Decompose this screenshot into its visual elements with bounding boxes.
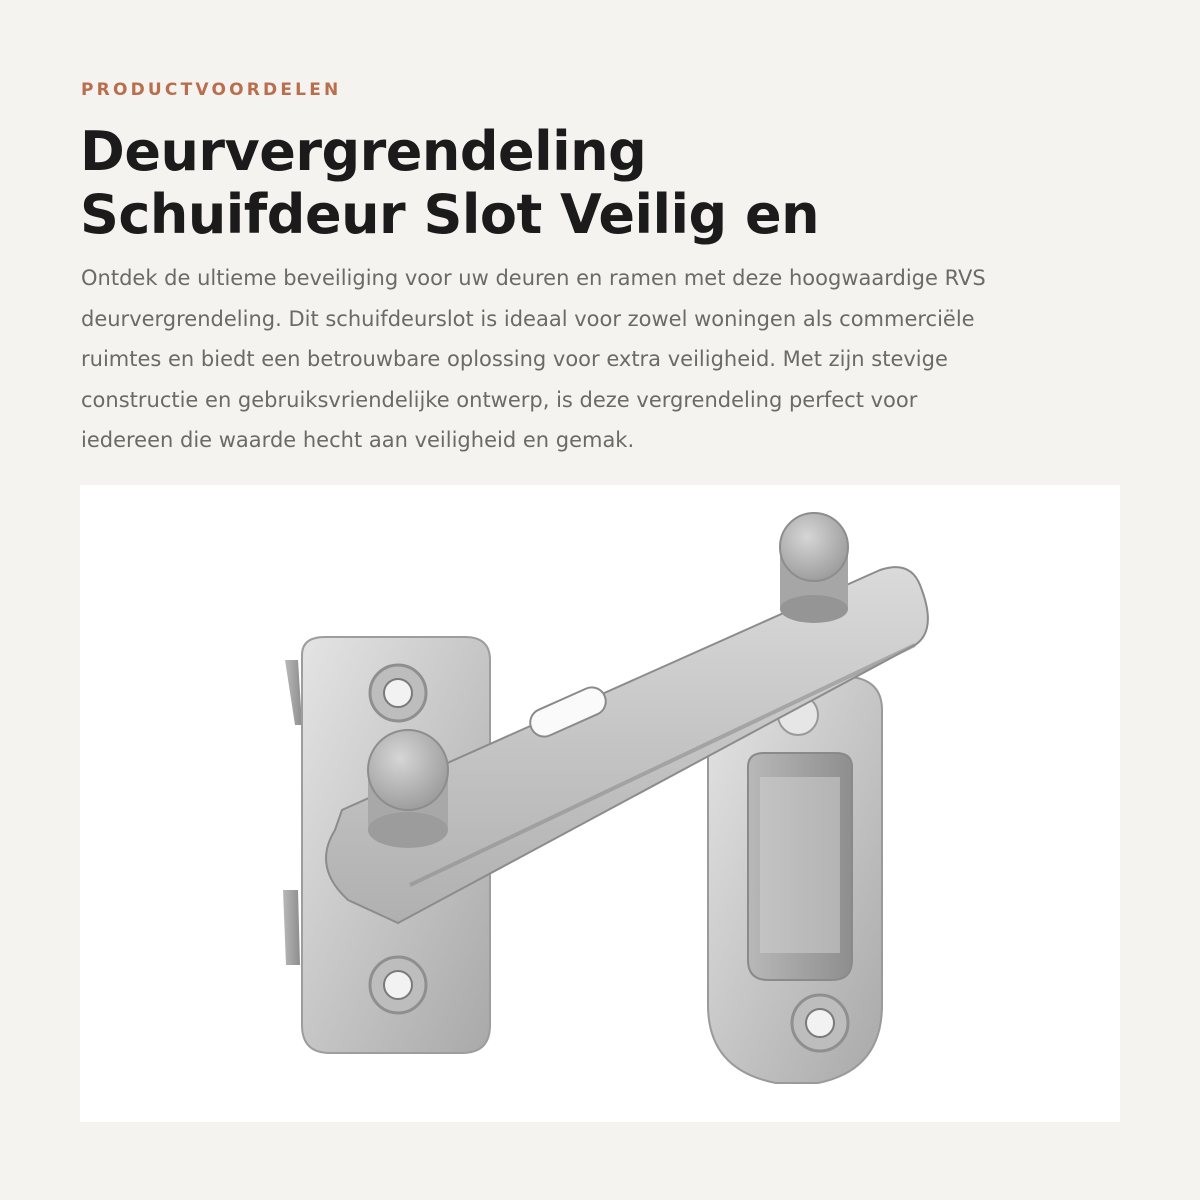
description-line-1: Ontdek de ultieme beveiliging voor uw deuren en ramen met deze hoogwaardige RVS [81, 266, 986, 290]
pivot-knob [368, 730, 448, 848]
description-line-2: deurvergrendeling. Dit schuifdeurslot is ideaal voor zowel woningen als commerciële [81, 306, 975, 331]
title-line-2: Schuifdeur Slot Veilig en [80, 183, 820, 246]
description-line-3: ruimtes en biedt een betrouwbare oplossing voor extra veiligheid. Met zijn stevige [81, 347, 948, 371]
page-title [80, 120, 1120, 246]
product-description [81, 258, 1121, 461]
handle-knob [780, 513, 848, 623]
door-latch-icon [80, 485, 1120, 1122]
title-line-1: Deurvergrendeling [80, 120, 647, 183]
description-line-4: constructie en gebruiksvriendelijke ontwerp, is deze vergrendeling perfect voor [81, 387, 918, 412]
section-eyebrow: PRODUCTVOORDELEN [81, 80, 342, 100]
description-line-5: iedereen die waarde hecht aan veiligheid en gemak. [81, 428, 635, 452]
product-image [80, 485, 1120, 1122]
